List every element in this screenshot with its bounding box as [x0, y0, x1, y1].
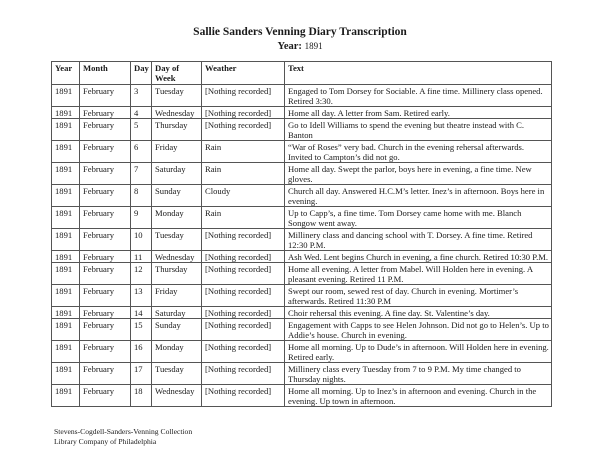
table-row [52, 285, 552, 307]
year-value: 1891 [304, 41, 323, 51]
table-row [52, 251, 552, 263]
cell-month: February [80, 307, 131, 319]
table-header-row [52, 62, 552, 85]
cell-month: February [80, 363, 131, 385]
cell-month: February [80, 341, 131, 363]
cell-weather: Rain [202, 141, 285, 163]
table-row [52, 341, 552, 363]
cell-weather: [Nothing recorded] [202, 307, 285, 319]
cell-text: Home all morning. Up to Dude’s in afternoon. Will Holden here in evening. Retired early. [285, 341, 552, 363]
cell-weather: [Nothing recorded] [202, 385, 285, 407]
cell-text: Engagement with Capps to see Helen Johnson. Did not go to Helen’s. Up to Addie’s house. Church in evening. [285, 319, 552, 341]
cell-weather: [Nothing recorded] [202, 341, 285, 363]
cell-day-of-week: Saturday [152, 163, 202, 185]
cell-day-of-week: Tuesday [152, 363, 202, 385]
cell-weather: [Nothing recorded] [202, 285, 285, 307]
cell-weather: Rain [202, 207, 285, 229]
cell-day: 5 [131, 119, 152, 141]
document-subtitle [0, 41, 600, 52]
table-row [52, 141, 552, 163]
cell-month: February [80, 163, 131, 185]
table-row [52, 163, 552, 185]
cell-month: February [80, 185, 131, 207]
cell-weather: [Nothing recorded] [202, 319, 285, 341]
cell-year: 1891 [52, 319, 80, 341]
cell-year: 1891 [52, 85, 80, 107]
cell-weather: [Nothing recorded] [202, 85, 285, 107]
cell-text: Millinery class every Tuesday from 7 to 9 P.M. My time changed to Thursday nights. [285, 363, 552, 385]
cell-text: Church all day. Answered H.C.M’s letter. Inez’s in afternoon. Boys here in evening. [285, 185, 552, 207]
cell-day: 9 [131, 207, 152, 229]
cell-year: 1891 [52, 285, 80, 307]
table-body [52, 85, 552, 407]
cell-day: 14 [131, 307, 152, 319]
cell-day: 18 [131, 385, 152, 407]
cell-day-of-week: Wednesday [152, 251, 202, 263]
cell-weather: [Nothing recorded] [202, 363, 285, 385]
cell-year: 1891 [52, 229, 80, 251]
cell-weather: [Nothing recorded] [202, 251, 285, 263]
diary-table [51, 61, 552, 407]
cell-month: February [80, 251, 131, 263]
cell-text: Home all day. A letter from Sam. Retired early. [285, 107, 552, 119]
cell-month: February [80, 319, 131, 341]
cell-year: 1891 [52, 207, 80, 229]
cell-day-of-week: Tuesday [152, 85, 202, 107]
cell-year: 1891 [52, 107, 80, 119]
header-day-of-week: Day of Week [152, 62, 202, 85]
cell-day-of-week: Wednesday [152, 107, 202, 119]
cell-text: “War of Roses” very bad. Church in the evening rehersal afterwards. Invited to Campton’s did not go. [285, 141, 552, 163]
cell-day: 11 [131, 251, 152, 263]
cell-year: 1891 [52, 185, 80, 207]
table-row [52, 107, 552, 119]
cell-text: Up to Capp’s, a fine time. Tom Dorsey came home with me. Blanch Songow went away. [285, 207, 552, 229]
cell-day-of-week: Saturday [152, 307, 202, 319]
cell-day: 7 [131, 163, 152, 185]
cell-month: February [80, 285, 131, 307]
header-month: Month [80, 62, 131, 85]
table-row [52, 207, 552, 229]
cell-day-of-week: Friday [152, 141, 202, 163]
cell-year: 1891 [52, 163, 80, 185]
cell-year: 1891 [52, 141, 80, 163]
cell-day: 6 [131, 141, 152, 163]
cell-year: 1891 [52, 341, 80, 363]
document-title: Sallie Sanders Venning Diary Transcription [193, 26, 407, 38]
cell-day: 13 [131, 285, 152, 307]
cell-day-of-week: Thursday [152, 119, 202, 141]
table-row [52, 263, 552, 285]
cell-text: Engaged to Tom Dorsey for Sociable. A fine time. Millinery class opened. Retired 3:30. [285, 85, 552, 107]
table-row [52, 319, 552, 341]
cell-text: Swept our room, sewed rest of day. Church in evening. Mortimer’s afterwards. Retired 11:30 P.M [285, 285, 552, 307]
cell-day-of-week: Sunday [152, 185, 202, 207]
cell-month: February [80, 207, 131, 229]
cell-text: Home all morning. Up to Inez’s in afternoon and evening. Church in the evening. Up town in afternoon. [285, 385, 552, 407]
cell-month: February [80, 141, 131, 163]
cell-day: 15 [131, 319, 152, 341]
cell-month: February [80, 229, 131, 251]
cell-day: 12 [131, 263, 152, 285]
header-weather: Weather [202, 62, 285, 85]
cell-day-of-week: Wednesday [152, 385, 202, 407]
cell-day-of-week: Thursday [152, 263, 202, 285]
header-year: Year [52, 62, 80, 85]
cell-year: 1891 [52, 307, 80, 319]
table-row [52, 185, 552, 207]
cell-text: Go to Idell Williams to spend the evening but theatre instead with C. Banton [285, 119, 552, 141]
cell-day-of-week: Tuesday [152, 229, 202, 251]
cell-month: February [80, 119, 131, 141]
cell-day: 8 [131, 185, 152, 207]
cell-month: February [80, 263, 131, 285]
cell-day: 10 [131, 229, 152, 251]
cell-day-of-week: Monday [152, 341, 202, 363]
table-row [52, 385, 552, 407]
year-label: Year: [277, 41, 302, 52]
cell-weather: [Nothing recorded] [202, 263, 285, 285]
cell-text: Ash Wed. Lent begins Church in evening, a fine church. Retired 10:30 P.M. [285, 251, 552, 263]
cell-day-of-week: Sunday [152, 319, 202, 341]
cell-weather: [Nothing recorded] [202, 229, 285, 251]
table-row [52, 229, 552, 251]
cell-day: 17 [131, 363, 152, 385]
cell-year: 1891 [52, 119, 80, 141]
cell-day-of-week: Monday [152, 207, 202, 229]
cell-text: Millinery class and dancing school with T. Dorsey. A fine time. Retired 12:30 P.M. [285, 229, 552, 251]
cell-year: 1891 [52, 251, 80, 263]
footer-collection: Stevens-Cogdell-Sanders-Venning Collection [54, 427, 193, 436]
header-day: Day [131, 62, 152, 85]
table-row [52, 307, 552, 319]
cell-text: Home all evening. A letter from Mabel. Will Holden here in evening. A pleasant evening. Retired 11 P.M. [285, 263, 552, 285]
cell-day: 3 [131, 85, 152, 107]
cell-text: Choir rehersal this evening. A fine day. St. Valentine’s day. [285, 307, 552, 319]
footer [54, 427, 192, 446]
cell-day-of-week: Friday [152, 285, 202, 307]
cell-weather: [Nothing recorded] [202, 119, 285, 141]
cell-year: 1891 [52, 385, 80, 407]
table-row [52, 119, 552, 141]
cell-year: 1891 [52, 263, 80, 285]
cell-month: February [80, 385, 131, 407]
cell-text: Home all day. Swept the parlor, boys here in evening, a fine time. New gloves. [285, 163, 552, 185]
header-text: Text [285, 62, 552, 85]
footer-library: Library Company of Philadelphia [54, 436, 157, 446]
cell-day: 16 [131, 341, 152, 363]
cell-month: February [80, 85, 131, 107]
table-row [52, 85, 552, 107]
cell-month: February [80, 107, 131, 119]
cell-weather: Rain [202, 163, 285, 185]
table-row [52, 363, 552, 385]
cell-weather: Cloudy [202, 185, 285, 207]
cell-weather: [Nothing recorded] [202, 107, 285, 119]
cell-day: 4 [131, 107, 152, 119]
cell-year: 1891 [52, 363, 80, 385]
